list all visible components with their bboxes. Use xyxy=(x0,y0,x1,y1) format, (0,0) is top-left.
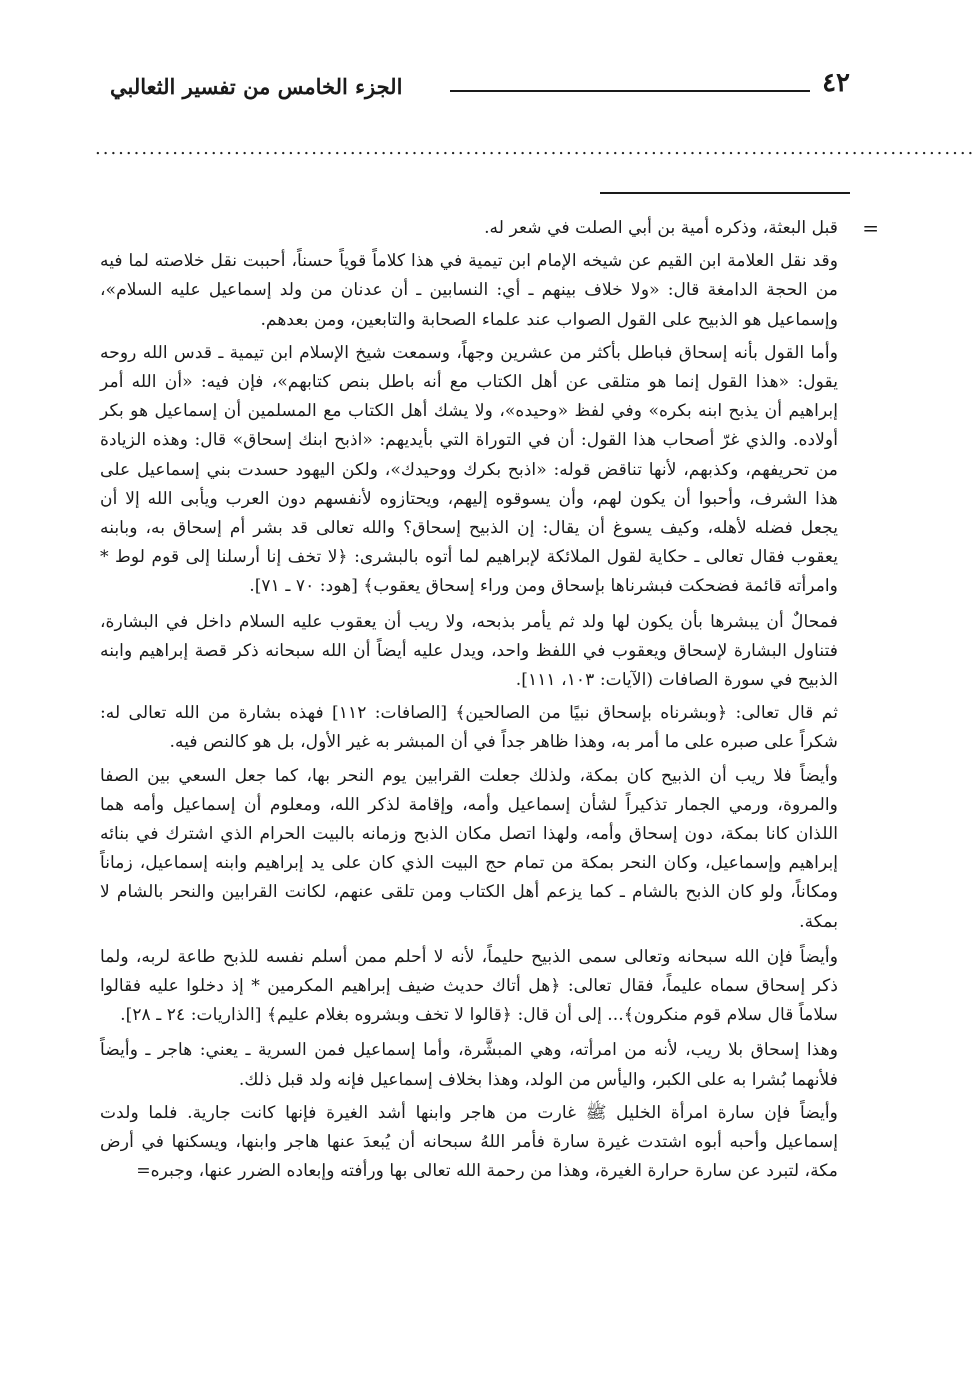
page-header xyxy=(110,68,850,108)
paragraph: وهذا إسحاق بلا ريب، لأنه من امرأته، وهي المبشَّرة، وأما إسماعيل فمن السرية ـ يعني: هاجر ـ وأيضاً فلأنهما بُشرا به على الكبر، واليأس من الولد، وهذا بخلاف إسماعيل فإنه ولد قبل ذلك. xyxy=(100,1040,838,1090)
paragraph: وأيضاً فإن سارة امرأة الخليل ﷺ غارت من هاجر وابنها أشد الغيرة فإنها كانت جارية. فلما ولدت إسماعيل وأحبه أبوه اشتدت غيرة سارة فأمر اللهُ سبحانه أن يُبعدَ عنها هاجر وابنها، ويسكنها في أرض مكة، لتبرد عن سارة حرارة الغيرة، وهذا من رحمة الله تعالى بها ورأفته وإبعاده الضرر عنها، وجبره= xyxy=(100,1102,838,1182)
running-title: الجزء الخامس من تفسير الثعالبي xyxy=(110,74,403,99)
paragraph: وقد نقل العلامة ابن القيم عن شيخه الإمام ابن تيمية في هذا كلاماً قوياً حسناً، أحببت نقل خلاصته لما فيه من الحجة الدامغة قال: «ولا خلاف بينهم ـ أي: النسابين ـ أن عدنان من ولد إسماعيل عليه السلام»، وإسماعيل هو الذبيح على القول الصواب عند علماء الصحابة والتابعين، ومن بعدهم. xyxy=(100,251,838,330)
footnote-rule xyxy=(600,192,850,194)
dotted-separator: .................................................................................................................. xyxy=(95,138,975,159)
header-rule xyxy=(450,90,810,92)
paragraph: وأيضاً فلا ريب أن الذبيح كان بمكة، ولذلك جعلت القرابين يوم النحر بها، كما جعل السعي بين الصفا والمروة، ورمي الجمار تذكيراً لشأن إسماعيل وأمه، وإقامة لذكر الله، ومعلوم أن إسماعيل وأمه هما اللذان كانا بمكة، دون إسحاق وأمه، ولهذا اتصل مكان الذبح وزمانه بالبيت الحرام الذي اشترك في بنائه إبراهيم وإسماعيل، وكان النحر بمكة من تمام حج البيت الذي كان على يد إبراهيم وابنه إسماعيل، زماناً ومكاناً، ولو كان الذبح بالشام ـ كما يزعم أهل الكتاب ومن تلقى عنهم، لكانت القرابين والنحر بالشام لا بمكة. xyxy=(100,765,838,932)
paragraph: ثم قال تعالى: ﴿وبشرناه بإسحاق نبيًا من الصالحين﴾ [الصافات: ١١٢] فهذه بشارة من الله تعالى له: شكراً على صبره على ما أمر به، وهذا ظاهر جداً في أن المبشر به غير الأول، بل هو كالنص فيه. xyxy=(100,703,838,753)
page-number: ٤٢ xyxy=(822,68,850,98)
continuation-mark: = xyxy=(862,216,879,240)
paragraph: قبل البعثة، وذكره أمية بن أبي الصلت في شعر له. xyxy=(484,218,838,238)
paragraph: فمحالٌ أن يبشرها بأن يكون لها ولد ثم يأمر بذبحه، ولا ريب أن يعقوب عليه السلام داخل في البشارة، فتناول البشارة لإسحاق ويعقوب في اللفظ واحد، ويدل عليه أيضاً أن الله سبحانه ذكر قصة إبراهيم وابنه الذبيح في سورة الصافات (الآيات: ١٠٣، ١١١]. xyxy=(100,611,838,691)
paragraph: وأيضاً فإن الله سبحانه وتعالى سمى الذبيح حليماً، لأنه لا أحلم ممن أسلم نفسه للذبح طاعة لربه، ولما ذكر إسحاق سماه عليماً، فقال تعالى: ﴿هل أتاك حديث ضيف إبراهيم المكرمين * إذ دخلوا عليه فقالوا سلاماً قال سلام قوم منكرون﴾... إلى أن قال: ﴿قالوا لا تخف وبشروه بغلام عليم﴾ [الذاريات: ٢٤ ـ ٢٨]. xyxy=(100,946,838,1026)
footnote-body xyxy=(100,214,838,1191)
paragraph: وأما القول بأنه إسحاق فباطل بأكثر من عشرين وجهاً، وسمعت شيخ الإسلام ابن تيمية ـ قدس الله روحه يقول: «هذا القول إنما هو متلقى عن أهل الكتاب مع أنه باطل بنص كتابهم»، فإن فيه: «أن الله أمر إبراهيم أن يذبح ابنه بكره» وفي لفظ «وحيده»، ولا يشك أهل الكتاب مع المسلمين أن إسماعيل هو بكر أولاده. والذي غرّ أصحاب هذا القول: أن في التوراة التي بأيديهم: «اذبح ابنك إسحاق» قال: وهذه الزيادة من تحريفهم، وكذبهم، لأنها تناقض قوله: «اذبح بكرك ووحيدك»، ولكن اليهود حسدت بني إسماعيل على هذا الشرف، وأحبوا أن يكون لهم، وأن يسوقوه إليهم، ويحتازوه لأنفسهم دون العرب ويأبى الله إلا أن يجعل فضله لأهله، وكيف يسوغ أن يقال: إن الذبيح إسحاق؟ والله تعالى قد بشر أم إسحاق به، وبابنه يعقوب فقال تعالى ـ حكاية لقول الملائكة لإبراهيم لما أتوه بالبشرى: ﴿لا تخف إنا أرسلنا إلى قوم لوط * وامرأته قائمة فضحكت فبشرناها بإسحاق ومن وراء إسحاق يعقوب﴾ [هود: ٧٠ ـ ٧١]. xyxy=(100,342,838,597)
